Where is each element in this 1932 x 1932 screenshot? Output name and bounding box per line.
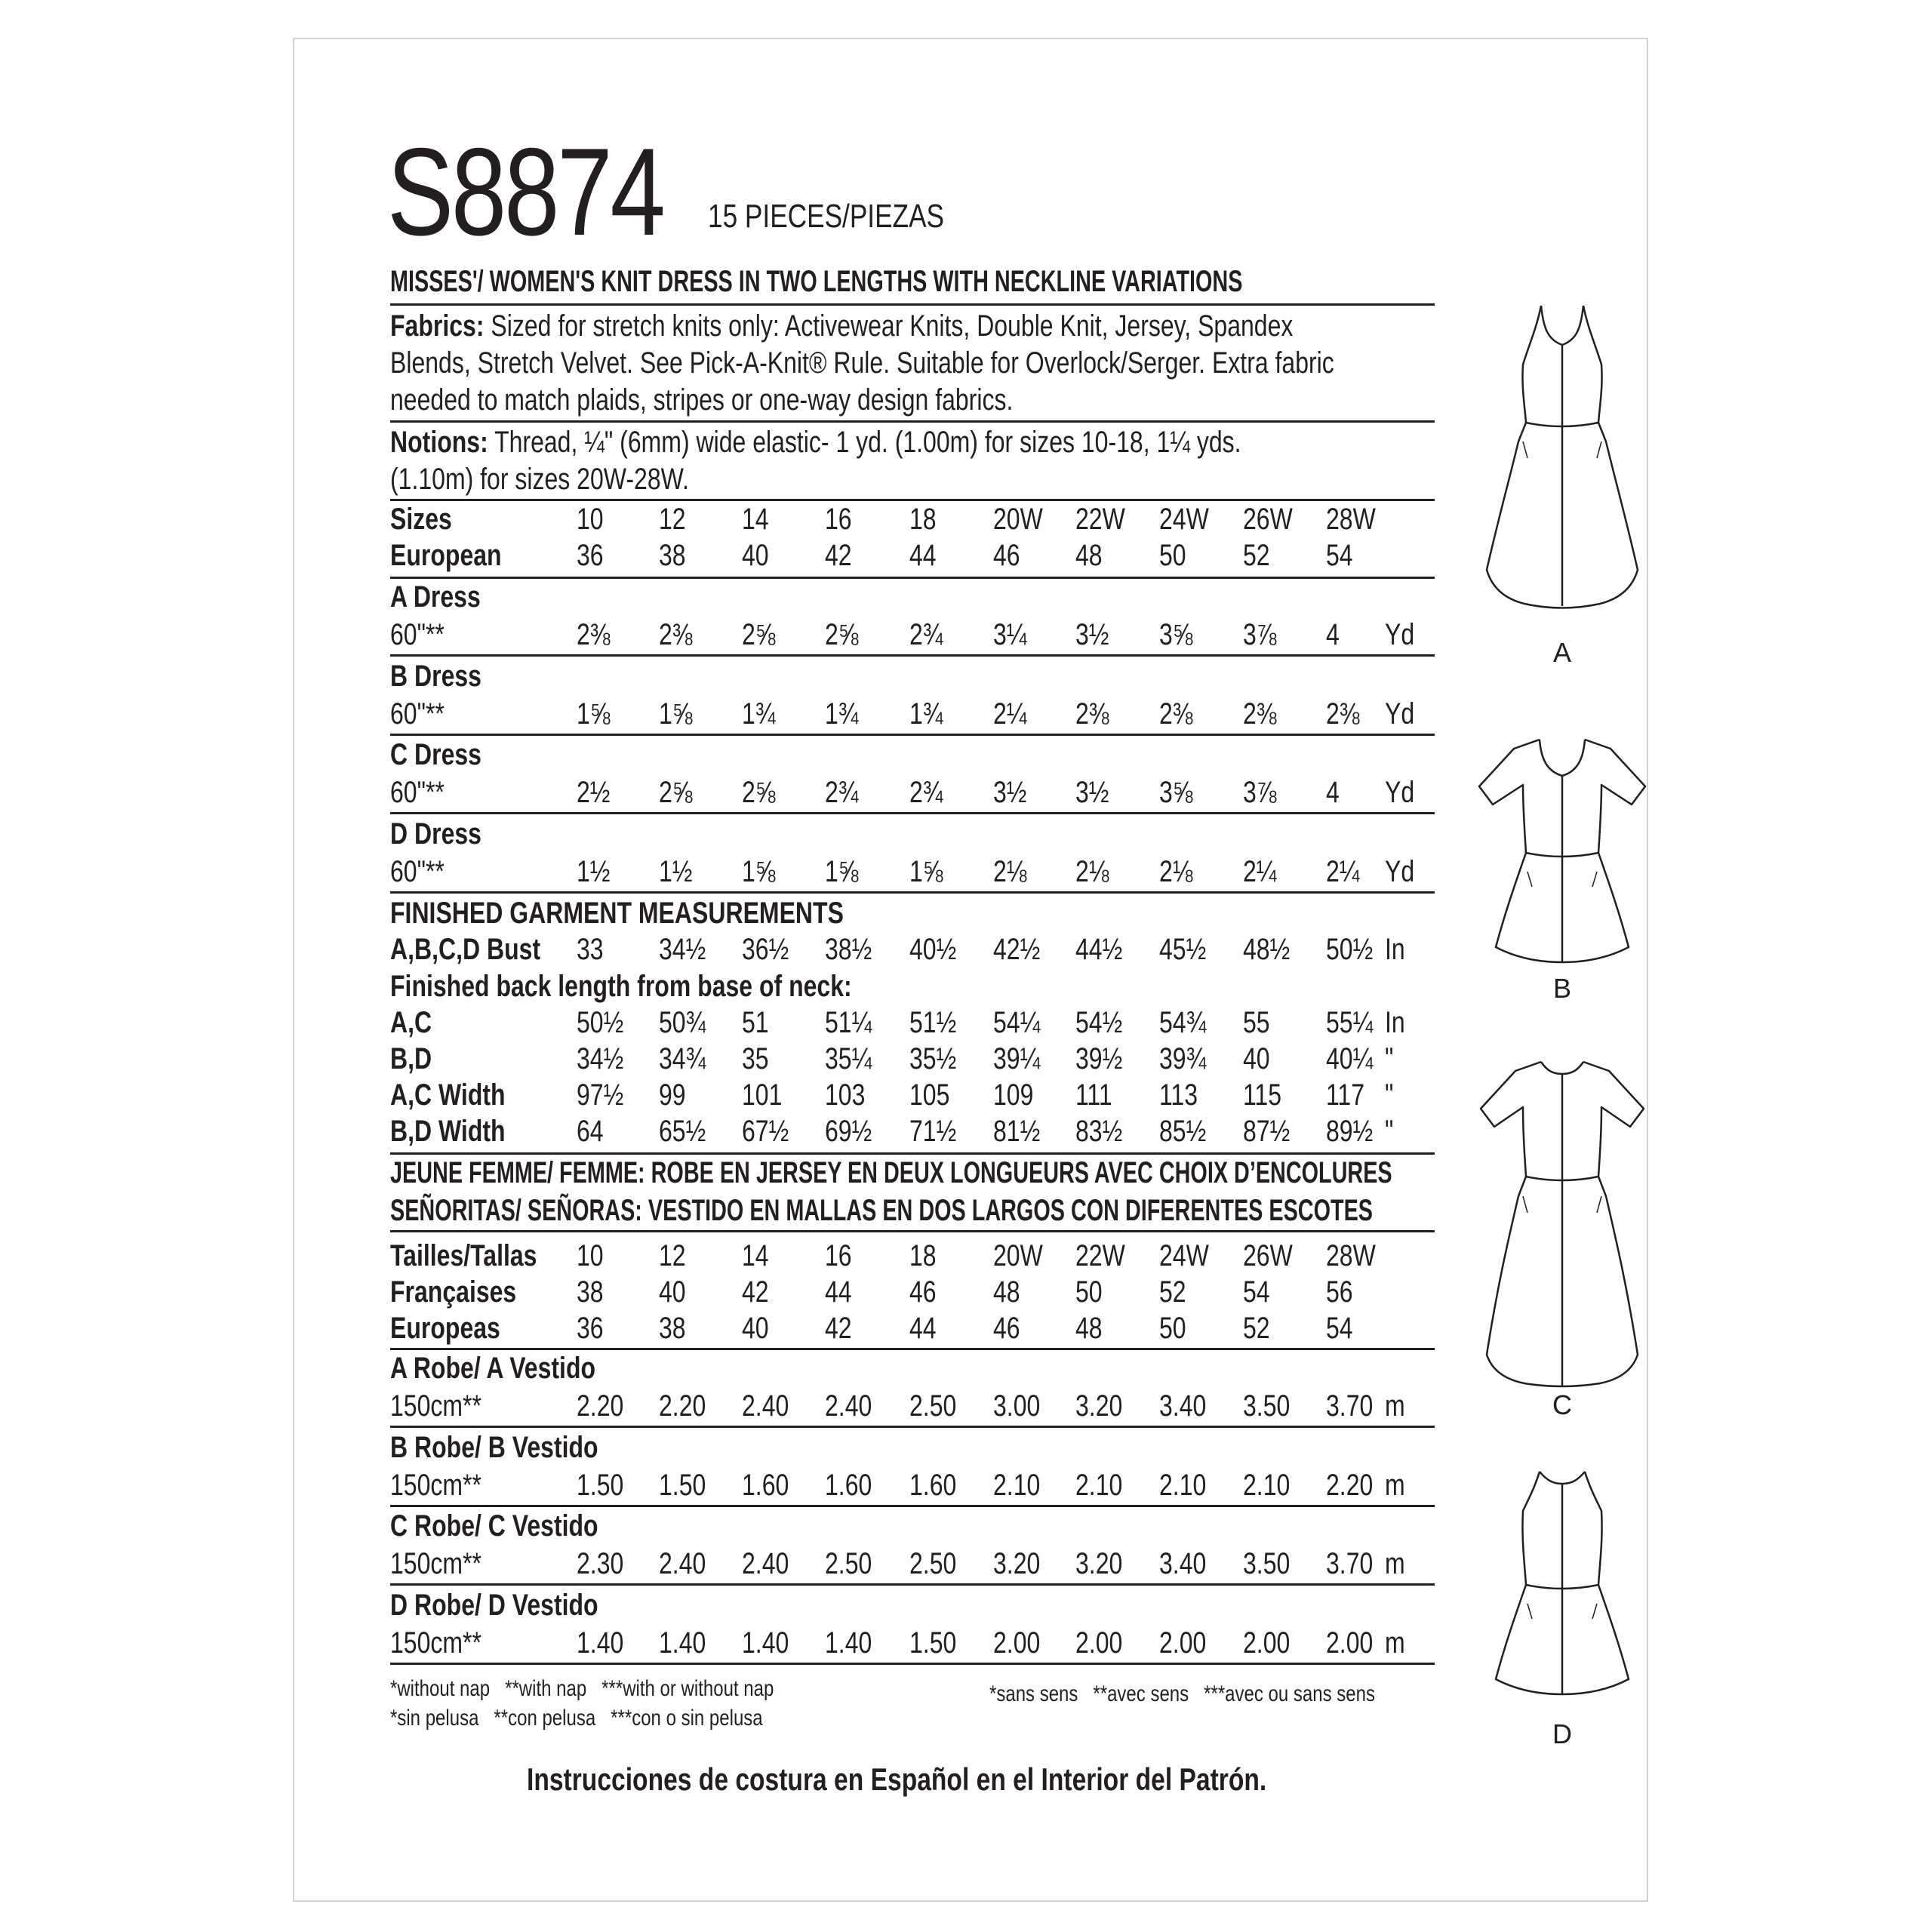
table-cell: 1.60 — [825, 1469, 872, 1502]
table-cell: 40¼ — [1326, 1042, 1374, 1075]
table-cell: 40 — [742, 1312, 769, 1345]
table-cell: 2⅜ — [1326, 697, 1360, 731]
table-cell: 22W — [1075, 503, 1125, 536]
table-cell: 3½ — [993, 776, 1027, 809]
table-cell: 34¾ — [659, 1042, 706, 1075]
row-label: A,C — [390, 1006, 432, 1039]
view-d-dress-illustration — [1472, 1464, 1653, 1698]
unit-label: m — [1385, 1389, 1405, 1423]
table-cell: 3.20 — [993, 1547, 1041, 1580]
table-cell: 1½ — [577, 855, 611, 888]
row-label: B Dress — [390, 660, 481, 693]
table-cell: 2⅜ — [1075, 697, 1109, 731]
table-cell: 97½ — [577, 1078, 624, 1112]
table-cell: 71½ — [909, 1115, 957, 1148]
row-label: 150cm** — [390, 1626, 481, 1660]
table-cell: 2¼ — [993, 697, 1027, 731]
table-cell: 2⅜ — [1243, 697, 1277, 731]
row-label: 60"** — [390, 618, 445, 651]
row-label: D Dress — [390, 817, 481, 851]
table-cell: 2¼ — [1326, 855, 1360, 888]
table-cell: 1.40 — [742, 1626, 789, 1660]
table-cell: 42 — [742, 1275, 769, 1309]
table-cell: 3⅞ — [1243, 776, 1277, 809]
divider — [390, 891, 1435, 894]
spanish-instructions-note: Instrucciones de costura en Español en el Interior del Patrón. — [527, 1761, 1267, 1797]
table-cell: 2.20 — [659, 1389, 706, 1423]
table-cell: 3.20 — [1075, 1389, 1123, 1423]
row-label: 150cm** — [390, 1389, 481, 1423]
table-cell: 1.40 — [577, 1626, 624, 1660]
table-cell: 1⅝ — [742, 855, 776, 888]
table-cell: 40 — [659, 1275, 686, 1309]
table-cell: 3⅞ — [1243, 618, 1277, 651]
table-cell: 46 — [993, 539, 1020, 572]
table-cell: 42½ — [993, 933, 1041, 966]
divider — [390, 577, 1435, 579]
row-label: Françaises — [390, 1275, 517, 1309]
table-cell: 46 — [993, 1312, 1020, 1345]
table-cell: 50 — [1075, 1275, 1103, 1309]
table-cell: 3.50 — [1243, 1547, 1291, 1580]
table-cell: 22W — [1075, 1239, 1125, 1272]
table-cell: 81½ — [993, 1115, 1041, 1148]
unit-label: m — [1385, 1626, 1405, 1660]
table-cell: 101 — [742, 1078, 783, 1112]
table-cell: 3.40 — [1159, 1547, 1207, 1580]
table-cell: 24W — [1159, 1239, 1209, 1272]
table-cell: 36 — [577, 539, 604, 572]
table-cell: 2.40 — [825, 1389, 872, 1423]
table-cell: 51¼ — [825, 1006, 872, 1039]
table-cell: 85½ — [1159, 1115, 1207, 1148]
table-cell: 1⅝ — [825, 855, 859, 888]
table-cell: 117 — [1326, 1078, 1365, 1112]
table-cell: 2⅝ — [742, 618, 776, 651]
table-cell: 2⅛ — [993, 855, 1027, 888]
divider — [390, 812, 1435, 814]
unit-label: m — [1385, 1469, 1405, 1502]
table-cell: 2¾ — [909, 776, 943, 809]
spanish-title: SEÑORITAS/ SEÑORAS: VESTIDO EN MALLAS EN DOS LARGOS CON DIFERENTES ESCOTES — [390, 1194, 1373, 1227]
table-cell: 38 — [577, 1275, 604, 1309]
row-label: 150cm** — [390, 1469, 481, 1502]
row-label: Tailles/Tallas — [390, 1239, 537, 1272]
table-cell: 1.60 — [909, 1469, 957, 1502]
row-label: Sizes — [390, 503, 452, 536]
view-c-dress-illustration — [1472, 1053, 1653, 1392]
row-label: B,D Width — [390, 1115, 506, 1148]
table-cell: 16 — [825, 1239, 852, 1272]
row-label: A Dress — [390, 580, 481, 614]
table-cell: 44 — [825, 1275, 852, 1309]
french-title: JEUNE FEMME/ FEMME: ROBE EN JERSEY EN DEUX LONGUEURS AVEC CHOIX D’ENCOLURES — [390, 1156, 1392, 1189]
row-label: 60"** — [390, 776, 445, 809]
table-cell: 40 — [742, 539, 769, 572]
table-cell: 2⅜ — [577, 618, 611, 651]
table-cell: 35½ — [909, 1042, 957, 1075]
table-cell: 35¼ — [825, 1042, 872, 1075]
table-cell: 113 — [1159, 1078, 1198, 1112]
divider — [390, 1230, 1435, 1232]
view-b-label: B — [1552, 973, 1571, 1004]
table-cell: 39¼ — [993, 1042, 1041, 1075]
table-cell: 2.50 — [909, 1547, 957, 1580]
table-cell: 1¾ — [742, 697, 776, 731]
divider — [390, 1505, 1435, 1507]
table-cell: 1¾ — [909, 697, 943, 731]
table-cell: 54½ — [1075, 1006, 1123, 1039]
table-cell: 54 — [1326, 1312, 1353, 1345]
table-cell: 2.20 — [1326, 1469, 1374, 1502]
divider — [390, 1583, 1435, 1586]
table-cell: 3¼ — [993, 618, 1027, 651]
table-cell: 111 — [1075, 1078, 1112, 1112]
row-label: A,C Width — [390, 1078, 506, 1112]
table-cell: 55 — [1243, 1006, 1270, 1039]
table-cell: 3.40 — [1159, 1389, 1207, 1423]
row-label: D Robe/ D Vestido — [390, 1589, 598, 1622]
table-cell: 20W — [993, 1239, 1043, 1272]
table-cell: 36 — [577, 1312, 604, 1345]
table-cell: 12 — [659, 1239, 686, 1272]
unit-label: m — [1385, 1547, 1405, 1580]
table-cell: 2⅜ — [1159, 697, 1193, 731]
table-cell: 39½ — [1075, 1042, 1123, 1075]
table-cell: 3.70 — [1326, 1547, 1374, 1580]
table-cell: 1.40 — [825, 1626, 872, 1660]
table-cell: 1.50 — [909, 1626, 957, 1660]
row-label: European — [390, 539, 502, 572]
row-label: C Dress — [390, 738, 481, 771]
table-cell: 1.50 — [659, 1469, 706, 1502]
table-cell: 1¾ — [825, 697, 859, 731]
table-cell: 44 — [909, 1312, 937, 1345]
view-a-dress-illustration — [1472, 298, 1653, 615]
table-cell: 48½ — [1243, 933, 1291, 966]
row-label: B,D — [390, 1042, 432, 1075]
table-cell: 87½ — [1243, 1115, 1291, 1148]
table-cell: 50 — [1159, 1312, 1186, 1345]
footnote-french: *sans sens **avec sens ***avec ou sans sens — [989, 1681, 1375, 1706]
table-cell: 2.10 — [1075, 1469, 1123, 1502]
table-cell: 4 — [1326, 776, 1340, 809]
table-cell: 44 — [909, 539, 937, 572]
table-cell: 48 — [993, 1275, 1020, 1309]
table-cell: 45½ — [1159, 933, 1207, 966]
divider — [390, 303, 1435, 306]
table-cell: 3.20 — [1075, 1547, 1123, 1580]
table-cell: 2.40 — [659, 1547, 706, 1580]
divider — [390, 1663, 1435, 1665]
table-cell: 39¾ — [1159, 1042, 1207, 1075]
row-label: 60"** — [390, 697, 445, 731]
table-cell: 52 — [1243, 539, 1270, 572]
row-label: A,B,C,D Bust — [390, 933, 541, 966]
table-cell: 1.50 — [577, 1469, 624, 1502]
unit-label: Yd — [1385, 776, 1415, 809]
table-cell: 10 — [577, 1239, 604, 1272]
table-cell: 2.00 — [993, 1626, 1041, 1660]
pieces-count: 15 PIECES/PIEZAS — [708, 198, 945, 235]
unit-label: " — [1385, 1042, 1394, 1075]
table-cell: 55¼ — [1326, 1006, 1374, 1039]
table-cell: 2.50 — [825, 1547, 872, 1580]
row-label: 60"** — [390, 855, 445, 888]
table-cell: 14 — [742, 1239, 769, 1272]
view-c-label: C — [1552, 1389, 1572, 1420]
divider — [390, 734, 1435, 736]
table-cell: 1½ — [659, 855, 693, 888]
table-cell: 34½ — [659, 933, 706, 966]
table-cell: 65½ — [659, 1115, 706, 1148]
table-cell: 3⅝ — [1159, 618, 1193, 651]
unit-label: " — [1385, 1115, 1394, 1148]
table-cell: 2⅝ — [659, 776, 693, 809]
table-cell: 89½ — [1326, 1115, 1374, 1148]
table-cell: 1⅝ — [659, 697, 693, 731]
view-d-label: D — [1552, 1718, 1572, 1749]
fabrics-text: Fabrics: Sized for stretch knits only: Activewear Knits, Double Knit, Jersey, Spandex Blends, Stretch Velvet. See Pick-A-Knit® Rule. Suitable for Overlock/Serger. Extra fabric needed to match plaids, stripes or one-way design fabrics. — [390, 309, 1334, 417]
pattern-number: S8874 — [387, 122, 663, 261]
table-cell: 2.00 — [1243, 1626, 1291, 1660]
table-cell: 33 — [577, 933, 604, 966]
table-cell: 54 — [1243, 1275, 1270, 1309]
table-cell: 1.40 — [659, 1626, 706, 1660]
row-label: Finished back length from base of neck: — [390, 970, 852, 1003]
table-cell: 44½ — [1075, 933, 1123, 966]
table-cell: 1⅝ — [577, 697, 611, 731]
table-cell: 16 — [825, 503, 852, 536]
table-cell: 18 — [909, 1239, 937, 1272]
table-cell: 51 — [742, 1006, 769, 1039]
table-cell: 2⅛ — [1159, 855, 1193, 888]
table-cell: 40½ — [909, 933, 957, 966]
row-label: C Robe/ C Vestido — [390, 1509, 598, 1543]
table-cell: 42 — [825, 539, 852, 572]
table-cell: 10 — [577, 503, 604, 536]
table-cell: 2.10 — [1243, 1469, 1291, 1502]
table-cell: 50¾ — [659, 1006, 706, 1039]
table-cell: 28W — [1326, 1239, 1376, 1272]
table-cell: 2⅝ — [742, 776, 776, 809]
table-cell: 26W — [1243, 1239, 1293, 1272]
table-cell: 1.60 — [742, 1469, 789, 1502]
table-cell: 99 — [659, 1078, 686, 1112]
table-cell: 2¾ — [825, 776, 859, 809]
table-cell: 2.50 — [909, 1389, 957, 1423]
footnote-english: *without nap **with nap ***with or without nap — [390, 1676, 774, 1701]
table-cell: 14 — [742, 503, 769, 536]
table-cell: 34½ — [577, 1042, 624, 1075]
unit-label: " — [1385, 1078, 1394, 1112]
divider — [390, 1426, 1435, 1428]
table-cell: 3½ — [1075, 618, 1109, 651]
divider — [390, 654, 1435, 657]
unit-label: In — [1385, 933, 1405, 966]
table-cell: 109 — [993, 1078, 1034, 1112]
footnote-spanish: *sin pelusa **con pelusa ***con o sin pelusa — [390, 1706, 763, 1730]
table-cell: 2¼ — [1243, 855, 1277, 888]
table-cell: 54¼ — [993, 1006, 1041, 1039]
table-cell: 2.30 — [577, 1547, 624, 1580]
table-cell: 4 — [1326, 618, 1340, 651]
table-cell: 2.10 — [993, 1469, 1041, 1502]
row-label: B Robe/ B Vestido — [390, 1431, 598, 1464]
table-cell: 28W — [1326, 503, 1376, 536]
table-cell: 115 — [1243, 1078, 1282, 1112]
table-cell: 3.50 — [1243, 1389, 1291, 1423]
table-cell: 50½ — [577, 1006, 624, 1039]
table-cell: 36½ — [742, 933, 789, 966]
table-cell: 64 — [577, 1115, 604, 1148]
divider — [390, 420, 1435, 423]
notions-text: Notions: Thread, ¼" (6mm) wide elastic- 1 yd. (1.00m) for sizes 10-18, 1¼ yds. (1.10m) for sizes 20W-28W. — [390, 426, 1241, 496]
table-cell: 2⅝ — [825, 618, 859, 651]
table-cell: 35 — [742, 1042, 769, 1075]
table-cell: 105 — [909, 1078, 950, 1112]
table-cell: 54¾ — [1159, 1006, 1207, 1039]
table-cell: 52 — [1243, 1312, 1270, 1345]
table-cell: 38½ — [825, 933, 872, 966]
table-cell: 2¾ — [909, 618, 943, 651]
unit-label: Yd — [1385, 697, 1415, 731]
table-cell: 50½ — [1326, 933, 1374, 966]
pattern-title: MISSES'/ WOMEN'S KNIT DRESS IN TWO LENGTHS WITH NECKLINE VARIATIONS — [390, 265, 1243, 298]
unit-label: In — [1385, 1006, 1405, 1039]
view-a-label: A — [1552, 637, 1571, 668]
table-cell: 24W — [1159, 503, 1209, 536]
table-cell: 46 — [909, 1275, 937, 1309]
table-cell: 69½ — [825, 1115, 872, 1148]
table-cell: 38 — [659, 1312, 686, 1345]
table-cell: 42 — [825, 1312, 852, 1345]
table-cell: 2.20 — [577, 1389, 624, 1423]
table-cell: 38 — [659, 539, 686, 572]
table-cell: 48 — [1075, 1312, 1103, 1345]
table-cell: 54 — [1326, 539, 1353, 572]
table-cell: 3½ — [1075, 776, 1109, 809]
table-cell: 2.40 — [742, 1547, 789, 1580]
table-cell: 51½ — [909, 1006, 957, 1039]
table-cell: 50 — [1159, 539, 1186, 572]
table-cell: 2.40 — [742, 1389, 789, 1423]
table-cell: 103 — [825, 1078, 866, 1112]
table-cell: 2.00 — [1075, 1626, 1123, 1660]
table-cell: 48 — [1075, 539, 1103, 572]
table-cell: 2⅛ — [1075, 855, 1109, 888]
table-cell: 83½ — [1075, 1115, 1123, 1148]
table-cell: 18 — [909, 503, 937, 536]
table-cell: 2.00 — [1326, 1626, 1374, 1660]
table-cell: 26W — [1243, 503, 1293, 536]
table-cell: 3.70 — [1326, 1389, 1374, 1423]
row-label: Europeas — [390, 1312, 500, 1345]
row-label: 150cm** — [390, 1547, 481, 1580]
table-cell: 56 — [1326, 1275, 1353, 1309]
table-cell: 20W — [993, 503, 1043, 536]
table-cell: 52 — [1159, 1275, 1186, 1309]
row-label: FINISHED GARMENT MEASUREMENTS — [390, 897, 844, 930]
table-cell: 3⅝ — [1159, 776, 1193, 809]
table-cell: 3.00 — [993, 1389, 1041, 1423]
view-b-dress-illustration — [1472, 732, 1653, 966]
table-cell: 2½ — [577, 776, 611, 809]
table-cell: 1⅝ — [909, 855, 943, 888]
table-cell: 40 — [1243, 1042, 1270, 1075]
unit-label: Yd — [1385, 855, 1415, 888]
table-cell: 12 — [659, 503, 686, 536]
table-cell: 2⅜ — [659, 618, 693, 651]
table-cell: 67½ — [742, 1115, 789, 1148]
unit-label: Yd — [1385, 618, 1415, 651]
table-cell: 2.10 — [1159, 1469, 1207, 1502]
table-cell: 2.00 — [1159, 1626, 1207, 1660]
row-label: A Robe/ A Vestido — [390, 1352, 596, 1385]
